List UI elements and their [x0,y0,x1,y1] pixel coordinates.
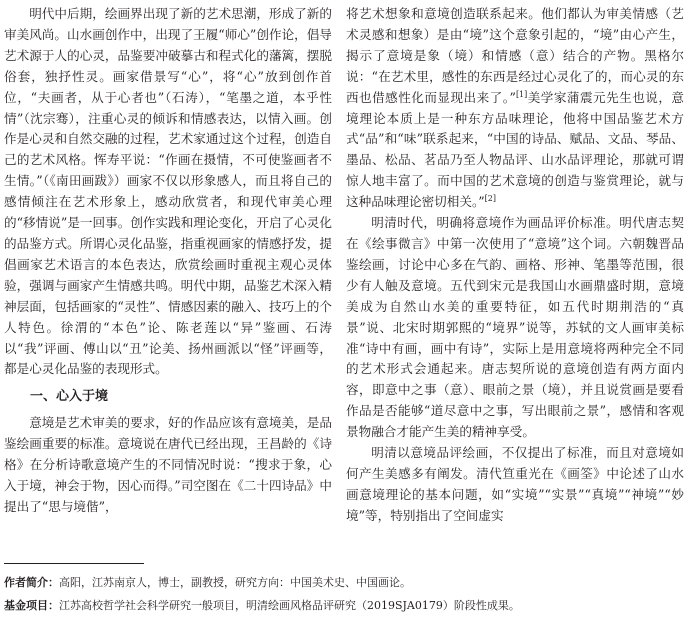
right-column [346,4,684,527]
left-column [4,4,332,518]
paragraph-ming-qing: 明清时代，明确将意境作为画品评价标准。明代唐志契在《绘事微言》中第一次使用了“意境”这个词。六朝魏晋品鉴绘画，讨论中心多在气韵、画格、形神、笔墨等范围，很少有人触及意境。五代到宋元是我国山水画鼎盛时期，意境美成为自然山水美的重要特征，如五代时期荆浩的“真景”说、北宋时期郭熙的“境界”说等，苏轼的文人画审美标准“诗中有画，画中有诗”，实际上是用意境将两种完全不同的艺术形式会通起来。唐志契所说的意境创造有两方面内容，即意中之事（意）、眼前之景（境），并且说赏画是要看作品是否能够“道尽意中之事，写出眼前之景”，感情和客观景物融合才能产生美的精神享受。 [346,215,684,440]
funding-text: 江苏高校哲学社会科学研究一般项目，明清绘画风格品评研究（2019SJA0179）阶段性成果。 [59,599,520,612]
paragraph-intro: 明代中后期，绘画界出现了新的艺术思潮，形成了新的审美风尚。山水画创作中，出现了王履“师心”创作论，倡导艺术源于人的心灵，品鉴要冲破摹古和程式化的藩篱，摆脱俗套，独抒性灵。画家借景写“心”，将“心”放到创作首位，“夫画者，从于心者也”（石涛），“笔墨之道，本乎性情”（沈宗骞），注重心灵的倾诉和情感表达，以情入画。创作是心灵和自然交融的过程，艺术家通过这个过程，创造自己的艺术风格。恽寿平说：“作画在摄情，不可使鉴画者不生情。”（《南田画跋》）画家不仅以形象感人，而且将自己的感情倾注在艺术形象上，感动欣赏者，和现代审美心理的“移情说”是一回事。创作实践和理论变化，开启了心灵化的品鉴方式。所谓心灵化品鉴，指重视画家的情感抒发，提倡画家艺术语言的本色表达，欣赏绘画时重视主观心灵体验，强调与画家产生情感共鸣。明代中期，品鉴艺术深入精神层面，包括画家的“灵性”、情感因素的融入、技巧上的个人特色。徐渭的“本色”论、陈老莲以“异”鉴画、石涛以“我”评画、傅山以“丑”论美、扬州画派以“怪”评画等，都是心灵化品鉴的表现形式。 [4,6,332,377]
paragraph-text: 美学家蒲震元先生也说，意境理论本质上是一种东方品味理论，他将中国品鉴艺术方式“品”和“味”联系起来，“中国的诗品、赋品、文品、琴品、墨品、松品、茗品乃至人物品评、山水品评理论，那就可谓惊人地丰富了。而中国的艺术意境的创造与鉴赏理论，就与这种品味理论密切相关。” [346,89,685,210]
paragraph-qing: 明清以意境品评绘画，不仅提出了标准，而且对意境如何产生美感多有阐发。清代笪重光在《画筌》中论述了山水画意境理论的基本问题，如“实境”“实景”“真境”“神境”“妙境”等，特别指出了空间虚实 [346,445,684,523]
paragraph-yijing: 意境是艺术审美的要求，好的作品应该有意境美，是品鉴绘画重要的标准。意境说在唐代已经出现，王昌龄的《诗格》在分析诗歌意境产生的不同情况时说：“搜求于象，心入于境，神会于物，因心而得。”司空图在《二十四诗品》中提出了“思与境偕”， [4,415,332,514]
paragraph-continued [346,4,684,213]
section-heading: 一、心入于境 [30,389,109,405]
author-text: 高阳，江苏南京人，博士，副教授，研究方向：中国美术史、中国画论。 [59,576,411,589]
citation-marker: [1] [515,89,528,99]
funding-label: 基金项目： [4,599,59,612]
author-note [4,575,688,591]
citation-marker: [2] [484,193,497,203]
author-label: 作者简介： [4,576,59,589]
paragraph-text: 将艺术想象和意境创造联系起来。他们都认为审美情感（艺术灵感和想象）是由“境”这个意象引起的，“境”由心产生，揭示了意境是象（境）和情感（意）结合的产物。黑格尔说：“在艺术里，感性的东西是经过心灵化了的，而心灵的东西也借感性化而显现出来了。” [346,6,684,105]
funding-note [4,598,688,614]
footnote-rule [4,563,144,564]
